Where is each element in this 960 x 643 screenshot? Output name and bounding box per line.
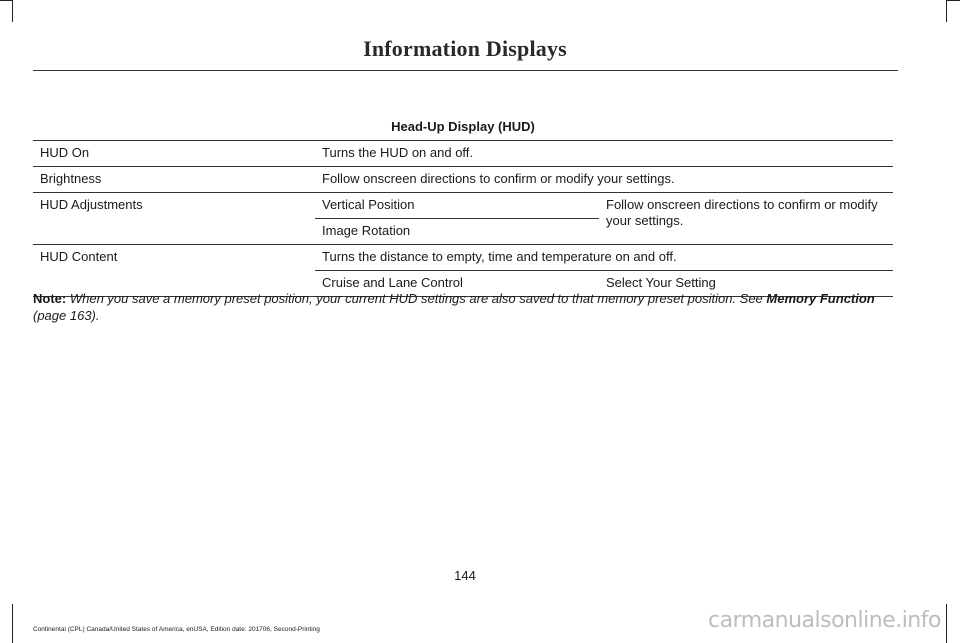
crop-mark [946,0,947,22]
hud-settings-table [33,114,893,297]
crop-mark [946,604,947,643]
memory-function-link[interactable]: Memory Function [766,291,875,306]
edition-footer: Continental (CPL) Canada/United States of America, enUSA, Edition date: 201706, Second-Printing [33,626,320,633]
crop-mark [12,604,13,643]
page-number: 144 [454,568,476,583]
note-label: Note: [33,291,67,306]
table-row [33,245,893,271]
row-label: HUD On [33,141,315,167]
row-description: Follow onscreen directions to confirm or modify your settings. [599,193,893,245]
table-caption: Head-Up Display (HUD) [33,114,893,141]
table-row [33,141,893,167]
table-row [33,167,893,193]
row-label: Brightness [33,167,315,193]
row-label: HUD Adjustments [33,193,315,245]
page-reference: (page 163). [33,308,100,323]
page-title: Information Displays [363,36,567,61]
row-description: Turns the HUD on and off. [315,141,893,167]
crop-mark [946,0,960,1]
note-paragraph [33,290,895,324]
note-text: When you save a memory preset position, your current HUD settings are also saved to that memory preset position. See [69,291,763,306]
row-sub-option: Image Rotation [315,219,599,245]
row-sub-option: Vertical Position [315,193,599,219]
row-sub-description: Select Your Setting [599,271,893,297]
crop-mark [0,0,12,1]
watermark: carmanualsonline.info [708,608,941,633]
row-description: Follow onscreen directions to confirm or modify your settings. [315,167,893,193]
title-divider [33,70,898,71]
row-label: HUD Content [33,245,315,297]
crop-mark [12,0,13,22]
row-sub-option: Cruise and Lane Control [315,271,599,297]
table-header-row [33,114,893,141]
row-description: Turns the distance to empty, time and temperature on and off. [315,245,893,271]
table-row [33,193,893,219]
